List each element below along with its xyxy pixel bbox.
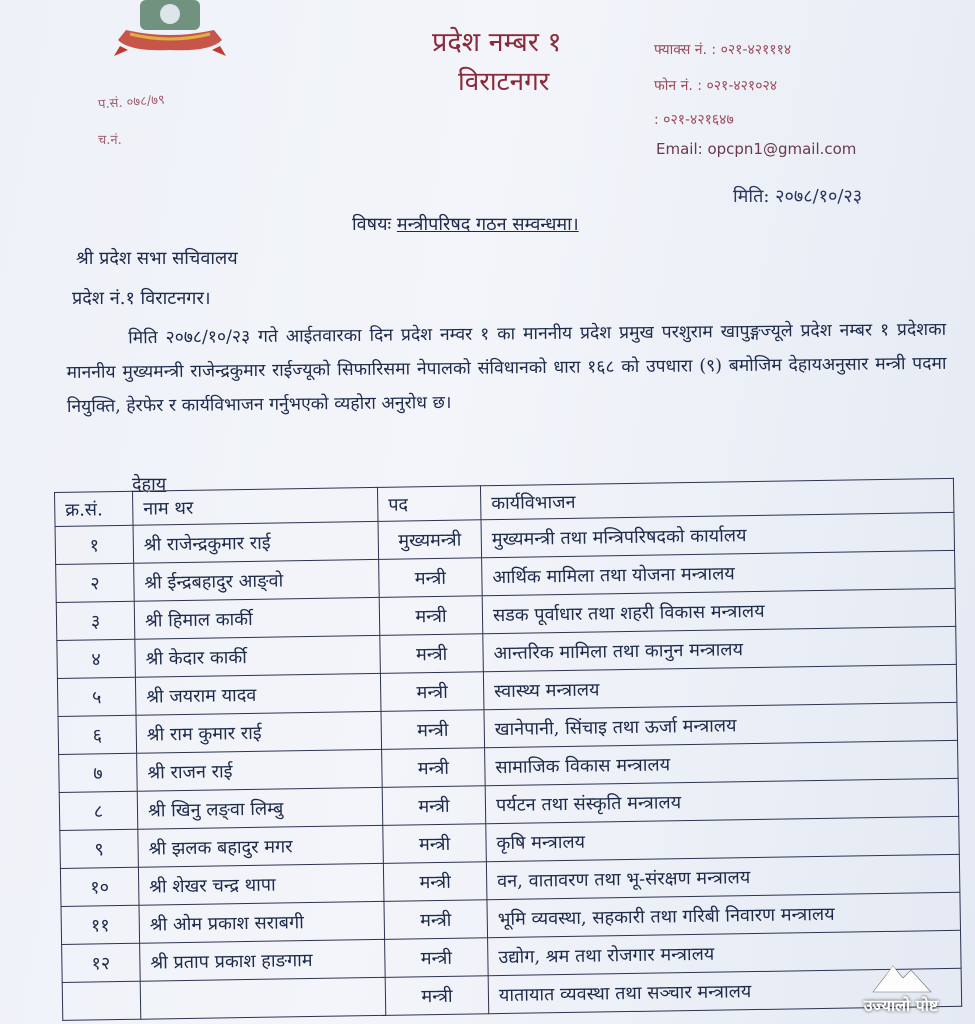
government-emblem-icon [110,0,230,58]
subject-text: मन्त्रीपरिषद गठन सम्वन्धमा। [396,214,579,235]
cell-serial: १२ [62,943,141,982]
letter-body [66,313,947,424]
cell-portfolio: मुख्यमन्त्री तथा मन्त्रिपरिषदको कार्यालय [481,512,955,557]
cell-post: मन्त्री [379,596,483,636]
watermark-text: उज्यालो पोष्ट [863,996,939,1015]
cell-post: मन्त्री [384,900,488,940]
letterhead-city: विराटनगर [458,67,550,97]
subject-prefix: विषयः [352,214,392,235]
cell-portfolio: स्वास्थ्य मन्त्रालय [483,664,957,709]
cell-portfolio: भूमि व्यवस्था, सहकारी तथा गरिबी निवारण मन्त्रालय [487,892,961,937]
table-caption: देहाय [132,474,167,495]
cell-name: श्री हिमाल कार्की [134,597,380,639]
cell-name: श्री राजेन्द्रकुमार राई [133,521,379,563]
cell-serial: ८ [59,791,138,830]
cell-post: मन्त्री [382,748,486,788]
cell-post: मन्त्री [383,824,487,864]
cell-serial: ५ [57,677,136,716]
cell-serial: ११ [61,905,140,944]
letter-body-text: मिति २०७८/१०/२३ गते आईतवारका दिन प्रदेश नम्वर १ का माननीय प्रदेश प्रमुख परशुराम खापुङ्गज्यूले प्रदेश नम्बर १ प्रदेशका माननीय मुख्यमन्त्री राजेन्द्रकुमार राईज्यूको सिफारिसमा नेपालको संविधानको धारा १६८ को उपधारा (९) बमोजिम देहायअनुसार मन्त्री पदमा नियुक्ति, हेरफेर र कार्यविभाजन गर्नुभएको व्यहोरा अनुरोध छ। [66,319,947,417]
cell-name [140,977,386,1019]
letter-date: मिति: २०७८/१०/२३ [733,186,863,207]
recipient-line-2: प्रदेश नं.१ विराटनगर। [72,288,211,309]
cell-post: मन्त्री [380,634,484,674]
cell-serial [62,981,141,1020]
recipient-line-1: श्री प्रदेश सभा सचिवालय [76,248,238,269]
cell-name: श्री झलक बहादुर मगर [138,825,384,867]
cell-post: मन्त्री [381,710,485,750]
cell-name: श्री राजन राई [137,749,383,791]
fax-number: फ्याक्स नं. : ०२१-४२१११४ [654,42,792,58]
minister-table [54,478,962,1021]
header-name: नाम थर [132,487,378,525]
cell-post: मन्त्री [379,558,483,598]
cell-name: श्री केदार कार्की [135,635,381,677]
cell-serial: १ [55,525,134,564]
cell-serial: ३ [56,601,135,640]
cell-post: मन्त्री [380,672,484,712]
cell-portfolio: सामाजिक विकास मन्त्रालय [485,740,959,785]
cell-name: श्री ईन्द्रबहादुर आङ्वो [134,559,380,601]
cell-serial: १० [60,867,139,906]
cell-serial: २ [56,563,135,602]
cell-portfolio: आर्थिक मामिला तथा योजना मन्त्रालय [482,550,956,595]
cell-portfolio: खानेपानी, सिंचाइ तथा ऊर्जा मन्त्रालय [484,702,958,747]
cell-post: मन्त्री [382,786,486,826]
cell-name: श्री खिनु लङ्वा लिम्बु [137,787,383,829]
cell-portfolio: वन, वातावरण तथा भू-संरक्षण मन्त्रालय [486,854,960,899]
mountain-logo-icon [841,952,961,996]
cell-portfolio: कृषि मन्त्रालय [486,816,960,861]
subject-line [352,212,579,236]
cell-portfolio: उद्योग, श्रम तथा रोजगार मन्त्रालय [488,930,962,975]
header-serial: क्र.सं. [55,491,134,526]
cell-name: श्री प्रताप प्रकाश हाङगाम [140,939,386,981]
cell-portfolio: पर्यटन तथा संस्कृति मन्त्रालय [485,778,959,823]
phone-number-2: : ०२१-४२१६४७ [654,112,734,128]
email-address: Email: opcpn1@gmail.com [656,140,857,158]
cell-name: श्री राम कुमार राई [136,711,382,753]
cell-name: श्री शेखर चन्द्र थापा [138,863,384,905]
cell-serial: ७ [59,753,138,792]
cell-portfolio: यातायात व्यवस्था तथा सञ्चार मन्त्रालय [488,968,962,1013]
cell-portfolio: आन्तरिक मामिला तथा कानुन मन्त्रालय [483,626,957,671]
cell-serial: ९ [60,829,139,868]
letterhead-title: प्रदेश नम्बर १ [432,27,562,58]
reference-number: प.सं. ०७८/७९ [97,92,166,113]
cell-name: श्री जयराम यादव [135,673,381,715]
cell-serial: ६ [58,715,137,754]
header-portfolio: कार्यविभाजन [480,478,953,519]
cell-post: मन्त्री [385,976,489,1016]
dispatch-number: च.नं. [98,133,122,148]
phone-number-1: फोन नं. : ०२१-४२१०२४ [654,78,778,94]
cell-serial: ४ [57,639,136,678]
cell-post: मन्त्री [385,938,489,978]
header-post: पद [377,486,481,522]
cell-post: मन्त्री [383,862,487,902]
cell-name: श्री ओम प्रकाश सराबगी [139,901,385,943]
cell-portfolio: सडक पूर्वाधार तथा शहरी विकास मन्त्रालय [482,588,956,633]
minister-table-container [54,478,962,1021]
ujyalo-post-watermark [841,952,961,1016]
cell-post: मुख्यमन्त्री [378,520,482,560]
